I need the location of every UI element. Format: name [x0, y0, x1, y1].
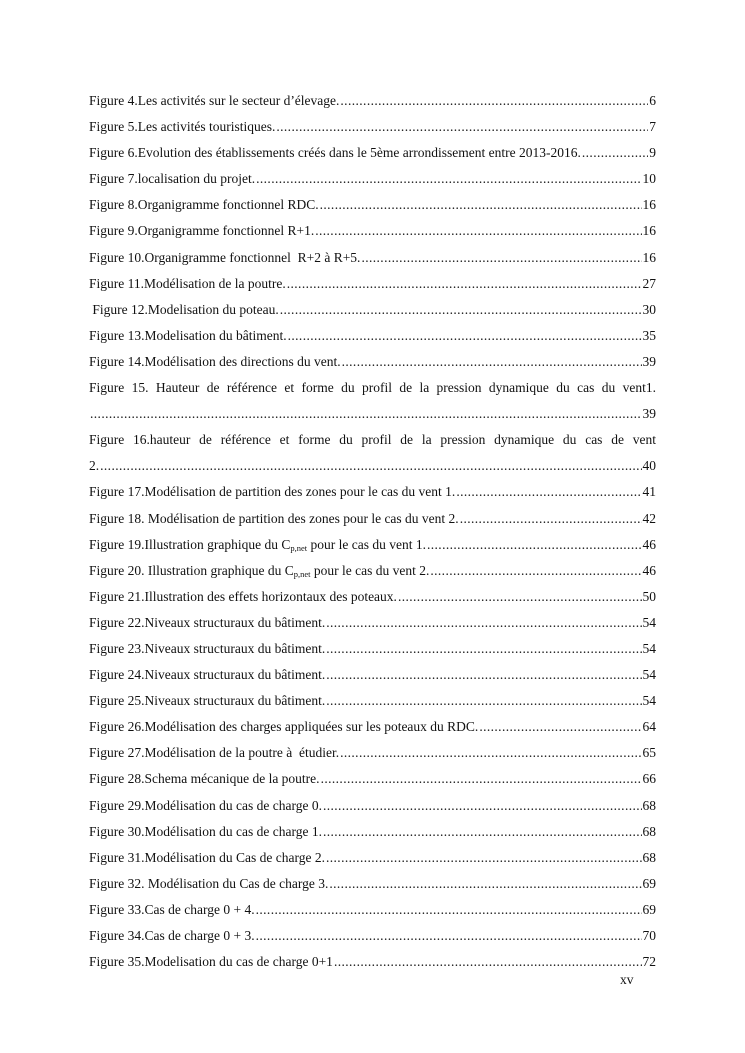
toc-entry[interactable]: [89, 610, 656, 636]
dot-leader: [323, 793, 642, 819]
toc-entry-page: 69: [642, 875, 656, 891]
toc-entry[interactable]: [89, 819, 656, 845]
toc-entry-page: 69: [642, 901, 656, 917]
dot-leader: [100, 453, 641, 479]
dot-leader: [256, 923, 642, 949]
toc-entry-page: 50: [642, 588, 656, 604]
toc-entry-page: 66: [642, 771, 656, 787]
toc-entry[interactable]: [89, 662, 656, 688]
toc-entry[interactable]: [89, 140, 656, 166]
toc-entry-title-post: pour le cas du vent 1.: [307, 536, 426, 552]
toc-entry-page: 41: [642, 484, 656, 500]
toc-entry[interactable]: [89, 271, 656, 297]
toc-entry-title: [89, 558, 429, 584]
toc-entry-title: Figure 12.Modelisation du poteau.: [89, 301, 279, 317]
toc-entry[interactable]: [89, 479, 656, 505]
toc-entry-page: 7: [649, 119, 656, 135]
toc-entry-title: Figure 6.Evolution des établissements créés dans le 5ème arrondissement entre 2013-2016.: [89, 145, 581, 161]
dot-leader: [334, 949, 642, 975]
dot-leader: [430, 558, 641, 584]
dot-leader: [326, 688, 641, 714]
dot-leader: [323, 819, 642, 845]
toc-entry-title: Figure 29.Modélisation du cas de charge 0.: [89, 797, 322, 813]
toc-entry-title: Figure 4.Les activités sur le secteur d’élevage.: [89, 93, 340, 108]
toc-entry[interactable]: [89, 766, 656, 792]
dot-leader: [340, 88, 648, 114]
toc-entry-page: 16: [642, 197, 656, 213]
toc-entry[interactable]: [89, 793, 656, 819]
toc-entry[interactable]: [89, 949, 656, 975]
toc-entry[interactable]: [89, 192, 656, 218]
toc-entry-page: 72: [642, 954, 656, 970]
toc-entry[interactable]: [89, 897, 656, 923]
toc-entry[interactable]: [89, 532, 656, 558]
toc-entry-title: Figure 30.Modélisation du cas de charge 1.: [89, 823, 322, 839]
dot-leader: [326, 662, 641, 688]
toc-entry-title: Figure 5.Les activités touristiques.: [89, 119, 276, 135]
toc-entry-title-subscript: p,net: [290, 542, 308, 553]
toc-entry[interactable]: [89, 558, 656, 584]
dot-leader: [90, 401, 642, 427]
toc-entry[interactable]: [89, 88, 656, 114]
toc-entry-page: 39: [642, 406, 656, 422]
dot-leader: [460, 506, 642, 532]
toc-entry[interactable]: [89, 114, 656, 140]
toc-entry[interactable]: [89, 740, 656, 766]
toc-entry-page: 68: [642, 797, 656, 813]
toc-entry[interactable]: [89, 871, 656, 897]
dot-leader: [288, 323, 642, 349]
toc-entry-title: Figure 34.Cas de charge 0 + 3.: [89, 928, 255, 943]
toc-entry[interactable]: [89, 506, 656, 532]
toc-entry-title: Figure 21.Illustration des effets horizontaux des poteaux.: [89, 588, 397, 604]
dot-leader: [315, 218, 641, 244]
dot-leader: [361, 245, 641, 271]
toc-entry-title: Figure 18. Modélisation de partition des zones pour le cas du vent 2.: [89, 510, 459, 526]
toc-entry-title: Figure 10.Organigramme fonctionnel R+2 à R+5.: [89, 249, 361, 265]
toc-entry-page: 40: [642, 458, 656, 474]
toc-entry-title: Figure 23.Niveaux structuraux du bâtiment.: [89, 640, 326, 656]
toc-entry-title: Figure 14.Modélisation des directions du vent.: [89, 353, 341, 369]
dot-leader: [582, 140, 648, 166]
toc-entry-title: Figure 25.Niveaux structuraux du bâtiment.: [89, 693, 326, 709]
toc-entry-title: Figure 35.Modelisation du cas de charge 0+1: [89, 954, 333, 970]
table-of-figures: [89, 88, 656, 975]
dot-leader: [326, 845, 642, 871]
toc-entry[interactable]: [89, 349, 656, 375]
toc-entry-page: 6: [649, 93, 656, 108]
toc-entry-page: 39: [642, 353, 656, 369]
toc-entry[interactable]: [89, 714, 656, 740]
toc-entry-title: Figure 17.Modélisation de partition des zones pour le cas du vent 1.: [89, 484, 456, 500]
toc-entry-page: 65: [642, 745, 656, 761]
toc-entry-title-pre: Figure 20. Illustration graphique du C: [89, 562, 294, 578]
dot-leader: [398, 584, 642, 610]
toc-entry-page: 9: [649, 145, 656, 161]
toc-entry-page: 54: [642, 693, 656, 709]
toc-entry-page: 54: [642, 667, 656, 683]
toc-entry-page: 10: [642, 171, 656, 187]
dot-leader: [287, 271, 642, 297]
toc-entry-title-pre: Figure 19.Illustration graphique du C: [89, 536, 291, 552]
toc-entry-page: 16: [642, 223, 656, 239]
toc-entry-page: 70: [642, 928, 656, 943]
toc-entry-title: Figure 27.Modélisation de la poutre à étudier.: [89, 745, 340, 761]
toc-entry[interactable]: [89, 166, 656, 192]
toc-entry[interactable]: [89, 245, 656, 271]
toc-entry[interactable]: [89, 688, 656, 714]
toc-entry-title: Figure 16.hauteur de référence et forme du profil de la pression dynamique du cas de vent: [89, 432, 656, 448]
toc-entry-title-post: pour le cas du vent 2.: [310, 562, 430, 578]
toc-entry-continuation[interactable]: [89, 401, 656, 427]
toc-entry-title: Figure 26.Modélisation des charges appliquées sur les poteaux du RDC.: [89, 719, 479, 735]
toc-entry-page: 27: [642, 275, 656, 291]
toc-entry-title: Figure 13.Modelisation du bâtiment.: [89, 327, 287, 343]
toc-entry-page: 68: [642, 849, 656, 865]
page-number: xv: [620, 972, 634, 987]
toc-entry-title: Figure 22.Niveaux structuraux du bâtiment.: [89, 614, 326, 630]
toc-entry[interactable]: [89, 845, 656, 871]
toc-entry-page: 64: [642, 719, 656, 735]
dot-leader: [329, 871, 641, 897]
toc-entry-page: 35: [642, 327, 656, 343]
toc-entry-title-subscript: p,net: [293, 568, 311, 579]
toc-entry-title: [89, 532, 426, 558]
dot-leader: [326, 636, 641, 662]
dot-leader: [326, 610, 641, 636]
toc-entry-title: Figure 8.Organigramme fonctionnel RDC.: [89, 197, 319, 213]
toc-entry-page: 54: [642, 640, 656, 656]
toc-entry[interactable]: [89, 297, 656, 323]
dot-leader: [321, 766, 642, 792]
toc-entry-title: Figure 7.localisation du projet.: [89, 171, 256, 187]
dot-leader: [342, 349, 642, 375]
dot-leader: [280, 297, 642, 323]
toc-entry-title: Figure 24.Niveaux structuraux du bâtiment.: [89, 667, 326, 683]
dot-leader: [479, 714, 641, 740]
dot-leader: [427, 532, 642, 558]
toc-entry-title: Figure 33.Cas de charge 0 + 4.: [89, 901, 255, 917]
toc-entry-title: Figure 9.Organigramme fonctionnel R+1.: [89, 223, 315, 239]
dot-leader: [256, 166, 641, 192]
toc-entry-title: Figure 32. Modélisation du Cas de charge 3.: [89, 875, 329, 891]
toc-entry-title: Figure 28.Schema mécanique de la poutre.: [89, 771, 320, 787]
dot-leader: [340, 740, 641, 766]
dot-leader: [320, 192, 642, 218]
toc-entry-page: 30: [642, 301, 656, 317]
toc-entry-page: 46: [642, 562, 656, 578]
dot-leader: [456, 479, 641, 505]
toc-entry[interactable]: [89, 323, 656, 349]
toc-entry[interactable]: [89, 218, 656, 244]
toc-entry-title: Figure 11.Modélisation de la poutre.: [89, 275, 286, 291]
toc-entry-title: Figure 31.Modélisation du Cas de charge 2.: [89, 849, 325, 865]
toc-entry[interactable]: [89, 584, 656, 610]
toc-entry[interactable]: [89, 636, 656, 662]
toc-entry[interactable]: [89, 923, 656, 949]
toc-entry-page: 16: [642, 249, 656, 265]
toc-entry-page: 46: [642, 536, 656, 552]
toc-entry-multiline[interactable]: [89, 375, 656, 401]
dot-leader: [256, 897, 642, 923]
toc-entry-page: 68: [642, 823, 656, 839]
toc-entry-continuation[interactable]: [89, 453, 656, 479]
toc-entry-title: Figure 15. Hauteur de référence et forme du profil de la pression dynamique du cas du vent1.: [89, 380, 656, 396]
dot-leader: [276, 114, 648, 140]
toc-entry-page: 54: [642, 614, 656, 630]
toc-entry-title-continued: 2.: [89, 458, 100, 474]
toc-entry-multiline[interactable]: [89, 427, 656, 453]
toc-entry-page: 42: [642, 510, 656, 526]
